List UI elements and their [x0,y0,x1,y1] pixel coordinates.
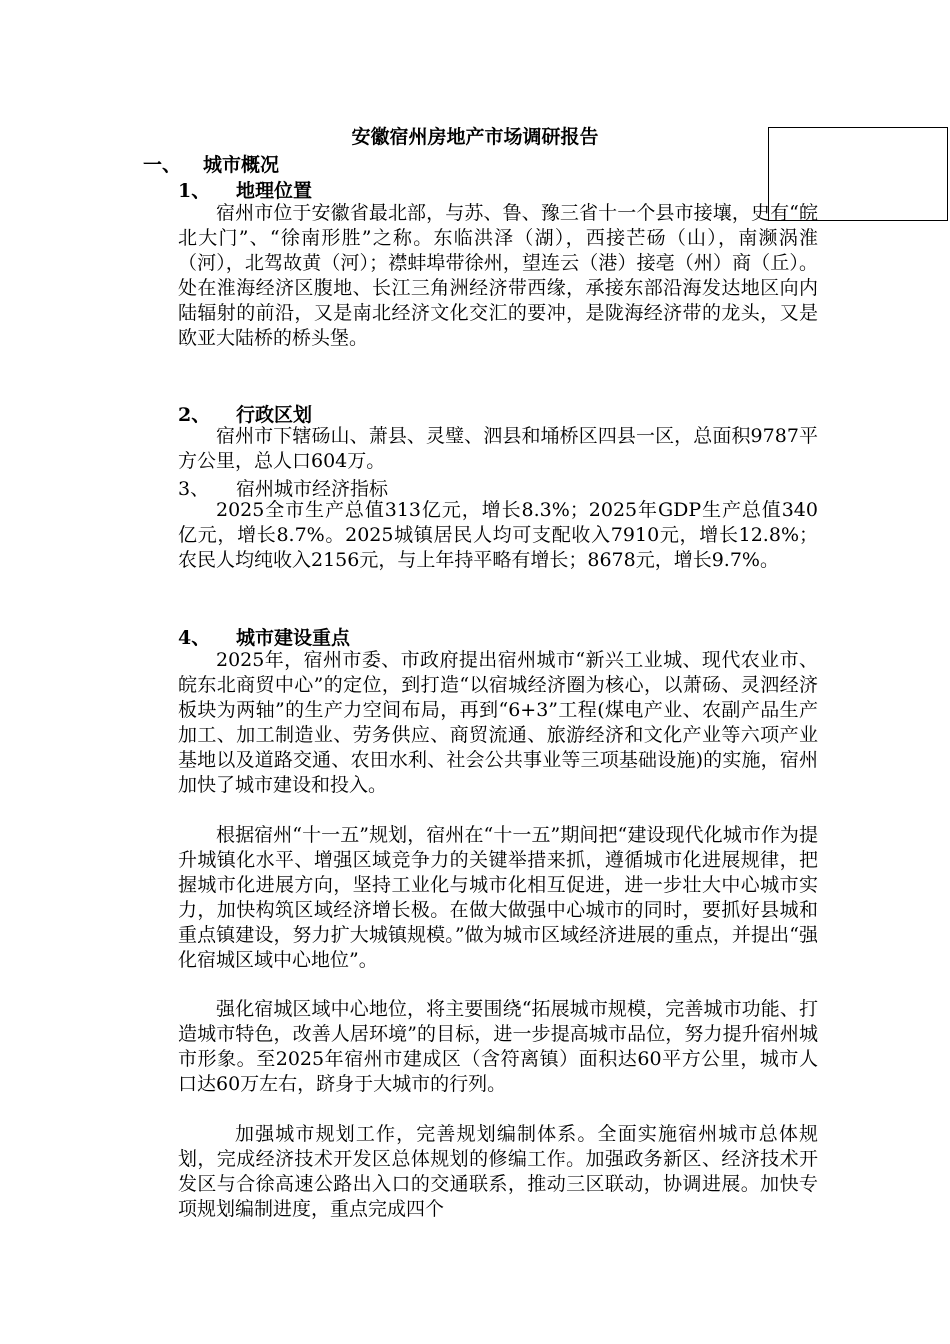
section-title: 城市概况 [203,154,280,176]
paragraph-construction-3: 强化宿城区域中心地位，将主要围绕“拓展城市规模，完善城市功能、打造城市特色，改善人居环境”的目标，进一步提高城市品位，努力提升宿州城市形象。至2025年宿州市建成区（含符离镇）面积达60平方公里，城市人口达60万左右，跻身于大城市的行列。 [178,998,818,1095]
document-title: 安徽宿州房地产市场调研报告 [351,126,599,148]
subsection-number: 3、 [178,478,210,500]
subsection-number: 4、 [178,627,211,649]
paragraph-economy: 2025全市生产总值313亿元，增长8.3%；2025年GDP生产总值340亿元，增长8.7%。2025城镇居民人均可支配收入7910元，增长12.8%；农民人均纯收入2156元，与上年持平略有增长；8678元，增长9.7%。 [178,499,818,571]
section-number: 一、 [143,154,182,176]
subsection-heading-2 [178,400,312,427]
subsection-title: 行政区划 [236,404,313,426]
section-heading-1 [143,150,279,177]
paragraph-geography: 宿州市位于安徽省最北部，与苏、鲁、豫三省十一个县市接壤，史有“皖北大门”、“徐南形胜”之称。东临洪泽（湖），西接芒砀（山），南濒涡淮（河），北驾故黄（河）；襟蚌埠带徐州，望连云（港）接亳（州）商（丘）。处在淮海经济区腹地、长江三角洲经济带西缘，承接东部沿海发达地区向内陆辐射的前沿，又是南北经济文化交汇的要冲，是陇海经济带的龙头，又是欧亚大陆桥的桥头堡。 [178,202,818,349]
subsection-number: 1、 [178,180,211,202]
subsection-heading-3 [178,474,388,501]
subsection-title: 地理位置 [236,180,313,202]
subsection-number: 2、 [178,404,211,426]
subsection-title: 宿州城市经济指标 [236,478,389,500]
paragraph-construction-1: 2025年，宿州市委、市政府提出宿州城市“新兴工业城、现代农业市、皖东北商贸中心”的定位，到打造“以宿城经济圈为核心，以萧砀、灵泗经济板块为两轴”的生产力空间布局，再到“6+3”工程(煤电产业、农副产品生产加工、加工制造业、劳务供应、商贸流通、旅游经济和文化产业等六项产业基地以及道路交通、农田水利、社会公共事业等三项基础设施)的实施，宿州加快了城市建设和投入。 [178,649,818,796]
paragraph-administration: 宿州市下辖砀山、萧县、灵璧、泗县和埇桥区四县一区，总面积9787平方公里，总人口604万。 [178,425,818,472]
subsection-heading-1 [178,176,312,203]
subsection-title: 城市建设重点 [236,627,351,649]
paragraph-construction-4: 加强城市规划工作，完善规划编制体系。全面实施宿州城市总体规划，完成经济技术开发区总体规划的修编工作。加强政务新区、经济技术开发区与合徐高速公路出入口的交通联系，推动三区联动，协调进展。加快专项规划编制进度，重点完成四个 [178,1123,818,1220]
subsection-heading-4 [178,623,350,650]
paragraph-construction-2: 根据宿州“十一五”规划，宿州在“十一五”期间把“建设现代化城市作为提升城镇化水平、增强区域竞争力的关键举措来抓，遵循城市化进展规律，把握城市化进展方向，坚持工业化与城市化相互促进，进一步壮大中心城市实力，加快构筑区域经济增长极。在做大做强中心城市的同时，要抓好县城和重点镇建设，努力扩大城镇规模。”做为城市区域经济进展的重点，并提出“强化宿城区域中心地位”。 [178,824,818,971]
